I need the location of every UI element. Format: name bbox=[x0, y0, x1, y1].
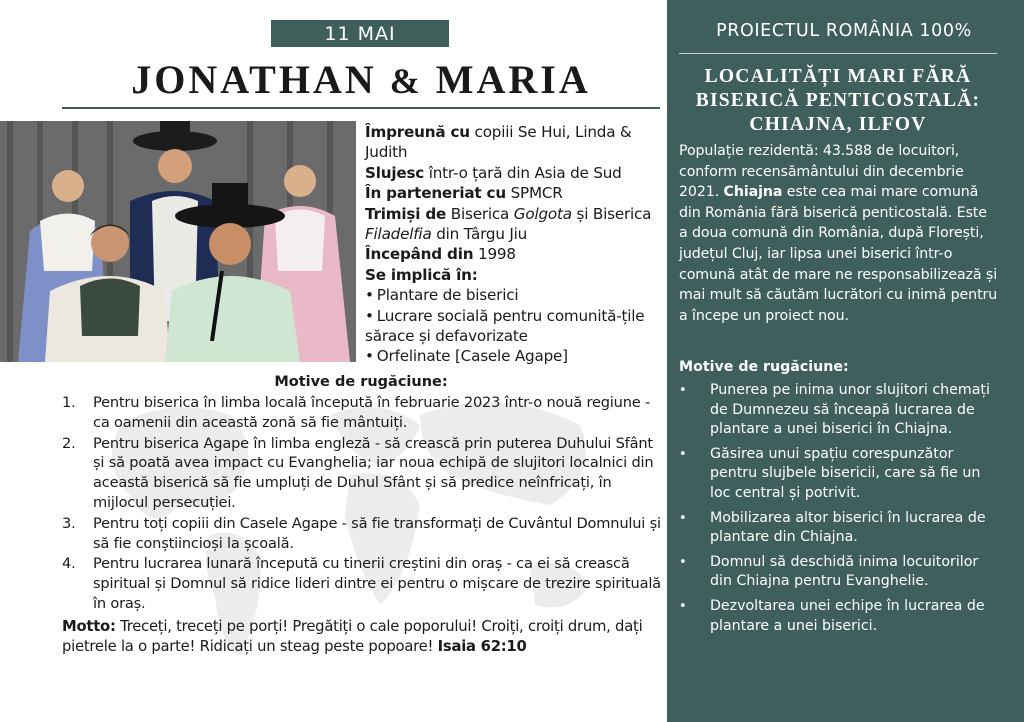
first-name: JONATHAN bbox=[131, 57, 377, 102]
panel-divider bbox=[679, 53, 997, 54]
involved-item: • Orfelinate [Casele Agape] bbox=[365, 346, 660, 366]
involved-item: • Lucrare socială pentru comunită-țile sărace și defavorizate bbox=[365, 306, 660, 347]
locality-title: LOCALITĂȚI MARI FĂRĂ BISERICĂ PENTICOSTALĂ: CHIAJNA, ILFOV bbox=[695, 66, 981, 135]
list-item: • Punerea pe inima unor slujitori chemați de Dumnezeu să înceapă lucrarea de plantare a unei biserici în Chiajna. bbox=[679, 381, 1001, 440]
missionary-facts bbox=[365, 122, 660, 367]
locality-description: Populație rezidentă: 43.588 de locuitori, conform recensământului din decembrie 2021. Chiajna este cea mai mare comună din România fără biserică penticostală. Este a doua comună din România, după Florești, județul Cluj, iar lipsa unei biserici într-o comună atât de mare ne responsabilizează și mai mult să căutăm lucrători cu inimă pentru a începe un proiect nou. bbox=[679, 143, 998, 324]
prayer-motives-list bbox=[62, 393, 662, 615]
title-divider bbox=[62, 107, 660, 109]
project-header: PROIECTUL ROMÂNIA 100% bbox=[716, 21, 972, 41]
list-item: • Mobilizarea altor biserici în lucrarea de plantare din Chiajna. bbox=[679, 509, 1001, 548]
panel-prayer-list bbox=[679, 381, 1001, 641]
together-row: Împreună cu copiii Se Hui, Linda & Judith bbox=[365, 123, 632, 162]
list-item: • Găsirea unui spațiu corespunzător pentru slujbele bisericii, care să fie un loc central și potrivit. bbox=[679, 445, 1001, 504]
involved-item: • Plantare de biserici bbox=[365, 285, 660, 305]
romania-project-panel bbox=[667, 0, 1024, 722]
family-names bbox=[62, 56, 660, 103]
list-item: 1. Pentru biserica în limba locală începută în februarie 2023 într-o nouă regiune - ca oamenii din această zonă să fie mântuiți. bbox=[62, 394, 651, 431]
partner-row: În parteneriat cu SPMCR bbox=[365, 184, 563, 203]
list-item: • Domnul să deschidă inima locuitorilor din Chiajna pentru Evanghelie. bbox=[679, 553, 1001, 592]
list-item: 2. Pentru biserica Agape în limba engleză - să crească prin puterea Duhului Sfânt și să poată avea impact cu Evanghelia; iar noua echipă de slujitori localnici din această biserică să fie umpluți de Duhul Sfânt și să predice neînfricați, în mijlocul persecuției. bbox=[62, 434, 654, 511]
second-name: MARIA bbox=[435, 57, 591, 102]
family-photo bbox=[0, 121, 356, 362]
motto: Motto: Treceți, treceți pe porți! Pregătiți o cale poporului! Croiți, croiți drum, dați pietrele la o parte! Ridicați un steag peste popoare! Isaia 62:10 bbox=[62, 618, 643, 655]
date-badge: 11 MAI bbox=[271, 20, 449, 47]
serves-row: Slujesc într-o țară din Asia de Sud bbox=[365, 163, 622, 182]
sent-row: Trimiși de Biserica Golgota și Biserica Filadelfia din Târgu Jiu bbox=[365, 204, 652, 244]
panel-prayer-title: Motive de rugăciune: bbox=[679, 359, 849, 375]
list-item: • Dezvoltarea unei echipe în lucrarea de plantare a unei biserici. bbox=[679, 597, 1001, 636]
since-row: Începând din 1998 bbox=[365, 245, 516, 264]
involved-heading: Se implică în: bbox=[365, 265, 478, 284]
prayer-motives-title: Motive de rugăciune: bbox=[274, 374, 448, 390]
list-item: 4. Pentru lucrarea lunară începută cu tinerii creștini din oraș - ca ei să crească spiritual și Domnul să ridice lideri dintre ei pentru o mișcare de trezire spirituală în oraș. bbox=[62, 555, 661, 612]
ampersand: & bbox=[389, 61, 423, 101]
list-item: 3. Pentru toți copiii din Casele Agape - să fie transformați de Cuvântul Domnului și să fie conștiincioși la școală. bbox=[62, 514, 661, 552]
